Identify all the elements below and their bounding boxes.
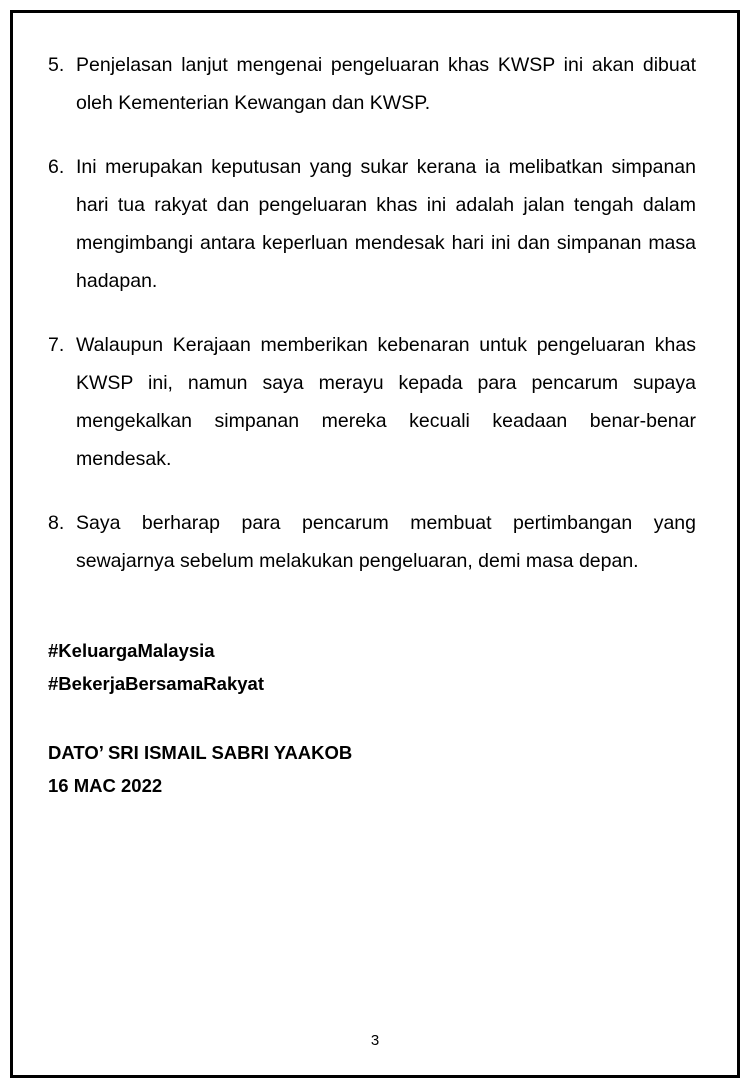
hashtag-line: #BekerjaBersamaRakyat xyxy=(48,673,264,694)
paragraph-text: Penjelasan lanjut mengenai pengeluaran khas KWSP ini akan dibuat oleh Kementerian Kewangan dan KWSP. xyxy=(76,54,696,114)
numbered-paragraph xyxy=(48,326,696,478)
paragraph-number: 7. xyxy=(48,334,65,356)
paragraph-number: 5. xyxy=(48,54,65,76)
signoff-date: 16 MAC 2022 xyxy=(48,775,163,796)
numbered-paragraph xyxy=(48,46,696,122)
paragraph-number: 8. xyxy=(48,512,65,534)
paragraph-text: Walaupun Kerajaan memberikan kebenaran untuk pengeluaran khas KWSP ini, namun saya merayu kepada para pencarum supaya mengekalkan simpanan mereka kecuali keadaan benar-benar mendesak. xyxy=(76,334,696,470)
page-number: 3 xyxy=(370,1032,380,1049)
paragraph-text: Saya berharap para pencarum membuat pertimbangan yang sewajarnya sebelum melakukan pengeluaran, demi masa depan. xyxy=(76,512,696,572)
document-body xyxy=(48,46,696,802)
numbered-paragraph xyxy=(48,148,696,300)
hashtag-line: #KeluargaMalaysia xyxy=(48,640,215,661)
signoff-block xyxy=(48,736,696,802)
numbered-paragraph xyxy=(48,504,696,580)
paragraph-number: 6. xyxy=(48,156,65,178)
hashtag-block xyxy=(48,634,696,700)
paragraph-text: Ini merupakan keputusan yang sukar kerana ia melibatkan simpanan hari tua rakyat dan pengeluaran khas ini adalah jalan tengah dalam mengimbangi antara keperluan mendesak hari ini dan simpanan masa hadapan. xyxy=(76,156,696,292)
signoff-name: DATO’ SRI ISMAIL SABRI YAAKOB xyxy=(48,742,353,763)
